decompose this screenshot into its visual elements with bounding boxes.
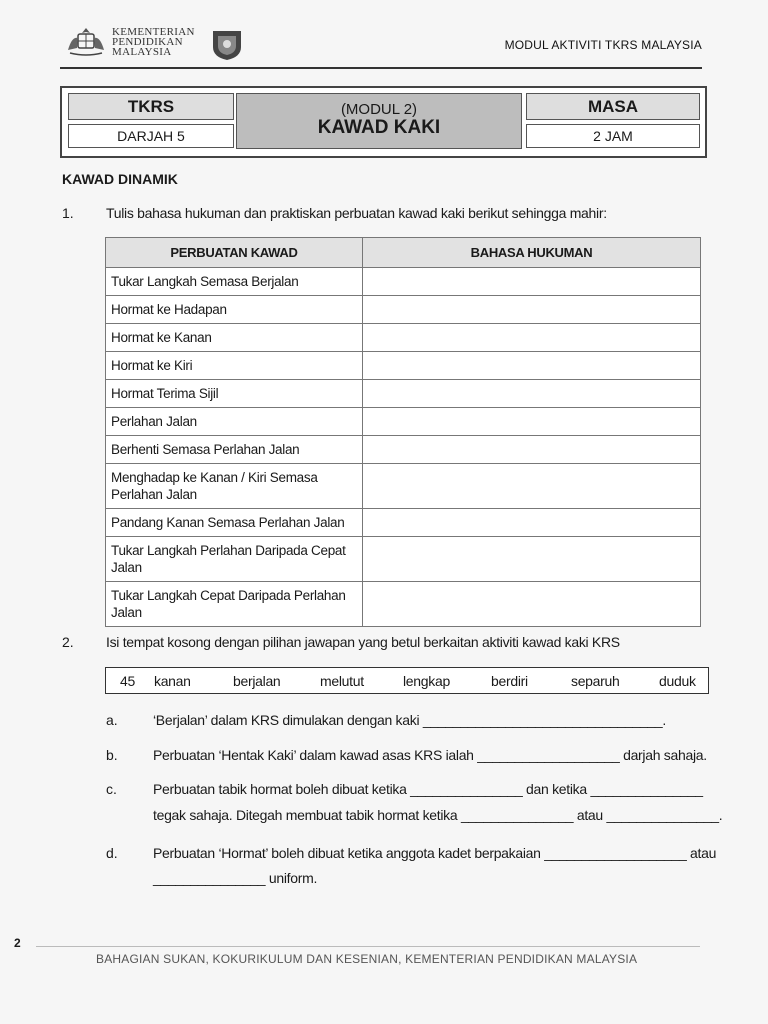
document-title: MODUL AKTIVITI TKRS MALAYSIA [504,38,702,52]
grade-label: DARJAH 5 [68,124,234,148]
tkrs-badge-icon [209,27,245,61]
word-bank-option: melutut [320,673,364,689]
header-divider [60,67,702,69]
table-row [106,408,701,436]
malaysia-coat-of-arms-icon [64,26,108,58]
ministry-logo-text: KEMENTERIAN PENDIDIKAN MALAYSIA [112,26,195,58]
item-b-text: Perbuatan ‘Hentak Kaki’ dalam kawad asas KRS ialah ___________________ darjah sahaja. [153,747,707,763]
word-bank-option: 45 [120,673,135,689]
word-bank-option: berdiri [491,673,528,689]
subject-label: TKRS [68,93,234,120]
question-2-text: Isi tempat kosong dengan pilihan jawapan yang betul berkaitan aktiviti kawad kaki KRS [106,634,620,650]
item-c-text-line1: Perbuatan tabik hormat boleh dibuat ketika _______________ dan ketika _______________ [153,781,703,797]
drill-action-cell: Tukar Langkah Perlahan Daripada Cepat Jalan [106,537,363,582]
table-row [106,324,701,352]
drill-action-cell: Hormat ke Kiri [106,352,363,380]
command-answer-cell[interactable] [363,296,701,324]
word-bank [105,667,709,694]
item-b-letter: b. [106,747,118,763]
command-answer-cell[interactable] [363,509,701,537]
drill-commands-table [105,237,701,627]
command-answer-cell[interactable] [363,436,701,464]
command-answer-cell[interactable] [363,582,701,627]
command-answer-cell[interactable] [363,352,701,380]
table-header-row [106,238,701,268]
question-1-text: Tulis bahasa hukuman dan praktiskan perbuatan kawad kaki berikut sehingga mahir: [106,205,607,221]
drill-action-cell: Menghadap ke Kanan / Kiri Semasa Perlahan Jalan [106,464,363,509]
drill-action-cell: Hormat Terima Sijil [106,380,363,408]
command-answer-cell[interactable] [363,380,701,408]
drill-action-cell: Hormat ke Kanan [106,324,363,352]
item-d-text-line1: Perbuatan ‘Hormat’ boleh dibuat ketika anggota kadet berpakaian ___________________ atau [153,845,717,861]
module-number: (MODUL 2) [340,101,418,118]
word-bank-option: berjalan [233,673,281,689]
module-title-table [60,86,707,158]
item-d-text-line2: _______________ uniform. [153,870,318,886]
word-bank-option: duduk [659,673,696,689]
table-row [106,537,701,582]
table-row [106,509,701,537]
item-c-text-line2: tegak sahaja. Ditegah membuat tabik hormat ketika _______________ atau _______________. [153,807,723,823]
section-title: KAWAD DINAMIK [62,171,178,187]
module-cell [236,93,522,149]
table-row [106,296,701,324]
item-a-letter: a. [106,712,118,728]
drill-action-cell: Perlahan Jalan [106,408,363,436]
word-bank-option: lengkap [403,673,450,689]
column-header: BAHASA HUKUMAN [363,238,701,268]
time-label: MASA [526,93,700,120]
drill-action-cell: Tukar Langkah Cepat Daripada Perlahan Jalan [106,582,363,627]
table-row [106,380,701,408]
item-d-letter: d. [106,845,118,861]
question-2-number: 2. [62,634,74,650]
page-number: 2 [14,936,21,950]
drill-action-cell: Berhenti Semasa Perlahan Jalan [106,436,363,464]
module-name: KAWAD KAKI [317,117,441,138]
command-answer-cell[interactable] [363,268,701,296]
time-value: 2 JAM [526,124,700,148]
word-bank-option: separuh [571,673,620,689]
table-row [106,268,701,296]
table-row [106,436,701,464]
table-row [106,352,701,380]
drill-action-cell: Tukar Langkah Semasa Berjalan [106,268,363,296]
drill-action-cell: Hormat ke Hadapan [106,296,363,324]
command-answer-cell[interactable] [363,464,701,509]
drill-action-cell: Pandang Kanan Semasa Perlahan Jalan [106,509,363,537]
table-row [106,582,701,627]
column-header: PERBUATAN KAWAD [106,238,363,268]
command-answer-cell[interactable] [363,537,701,582]
command-answer-cell[interactable] [363,408,701,436]
footer-divider [36,946,700,947]
item-c-letter: c. [106,781,117,797]
question-1-number: 1. [62,205,74,221]
command-answer-cell[interactable] [363,324,701,352]
item-a-text: ‘Berjalan’ dalam KRS dimulakan dengan kaki ________________________________. [153,712,666,728]
table-row [106,464,701,509]
footer-text: BAHAGIAN SUKAN, KOKURIKULUM DAN KESENIAN, KEMENTERIAN PENDIDIKAN MALAYSIA [96,952,638,966]
word-bank-option: kanan [154,673,191,689]
